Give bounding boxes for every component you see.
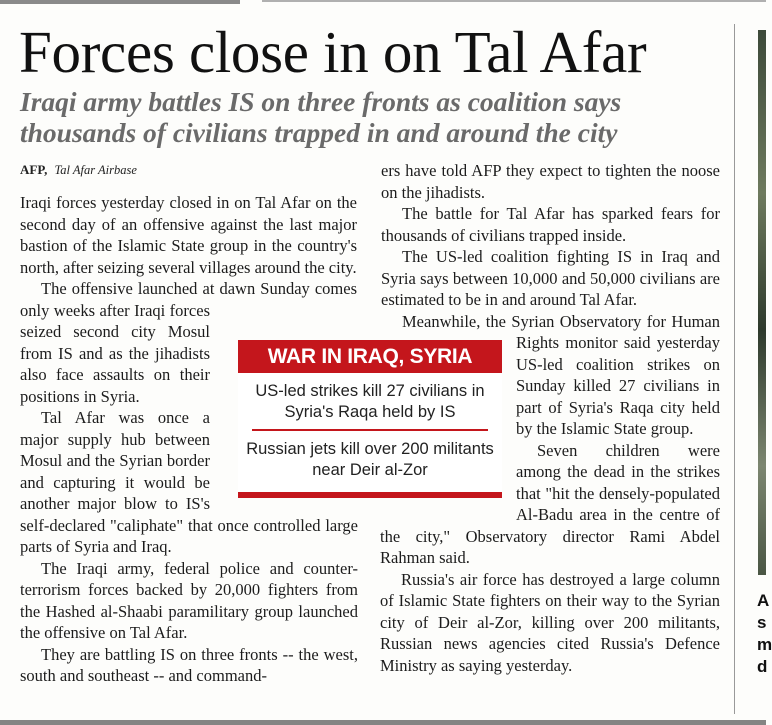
byline-dateline: Tal Afar Airbase — [54, 163, 137, 177]
paragraph: They are battling IS on three fronts -- the west, south and southeast -- and command- — [20, 644, 358, 685]
paragraph: Iraqi forces yesterday closed in on Tal Afar on the second day of an offensive against the last major bastion of the Islamic State group in the country's north, after seizing several villages around the city. — [20, 193, 357, 277]
paragraph: Meanwhile, the Syrian Observatory for Human Rights monitor said yesterday US-led coalition strikes on Sunday killed 27 civilians in part of Syria's Raqa city held by the Islamic State group. — [402, 311, 720, 438]
sidebar-item-deir-al-zor: Russian jets kill over 200 militants near Deir al-Zor — [246, 440, 494, 479]
news-photo — [758, 30, 766, 575]
bottom-rule — [0, 720, 766, 725]
photo-caption: A s m d — [757, 591, 772, 676]
sidebar-bottom-bar — [238, 492, 502, 498]
byline-agency: AFP, — [20, 162, 48, 177]
paragraph: The offensive launched at dawn Sunday comes only weeks after Iraqi forces seized second city Mosul from IS and as the jihadists also face assaults on their positions in Syria. — [20, 279, 357, 406]
paragraph: Russia's air force has destroyed a large column of Islamic State fighters on their way to the Syrian city of Deir al-Zor, killing over 200 militants, Russian news agencies cited Russia's Defence Ministry as saying yesterday. — [380, 569, 720, 675]
paragraph: Tal Afar was once a major supply hub between Mosul and the Syrian border and capturing it would be another major blow to IS's self-declared "caliphate" that once controlled large parts of Syria and Iraq. — [20, 408, 358, 556]
sidebar-item-raqa: US-led strikes kill 27 civilians in Syria's Raqa held by IS — [255, 382, 485, 421]
paragraph: The battle for Tal Afar has sparked fears for thousands of civilians trapped inside. — [381, 204, 720, 245]
top-rule-left — [0, 0, 240, 4]
paragraph: ers have told AFP they expect to tighten the noose on the jihadists. — [381, 161, 720, 202]
column-divider — [734, 24, 735, 714]
sidebar-title: WAR IN IRAQ, SYRIA — [238, 340, 502, 373]
top-rule-right — [262, 0, 766, 2]
paragraph: The Iraqi army, federal police and counter-terrorism forces backed by 20,000 fighters from the Hashed al-Shaabi paramilitary group launched the offensive on Tal Afar. — [20, 558, 358, 642]
paragraph: Seven children were among the dead in the strikes that "hit the densely-populated Al-Badu area in the centre of the city," Observatory director Rami Abdel Rahman said. — [380, 440, 720, 567]
headline: Forces close in on Tal Afar — [19, 19, 647, 85]
byline — [20, 162, 137, 178]
subheadline: Iraqi army battles IS on three fronts as coalition says thousands of civilians trapped in and around the city — [20, 86, 622, 148]
paragraph: The US-led coalition fighting IS in Iraq and Syria says between 10,000 and 50,000 civilians are estimated to be in and around Tal Afar. — [381, 247, 720, 309]
war-sidebar-box — [238, 340, 502, 498]
